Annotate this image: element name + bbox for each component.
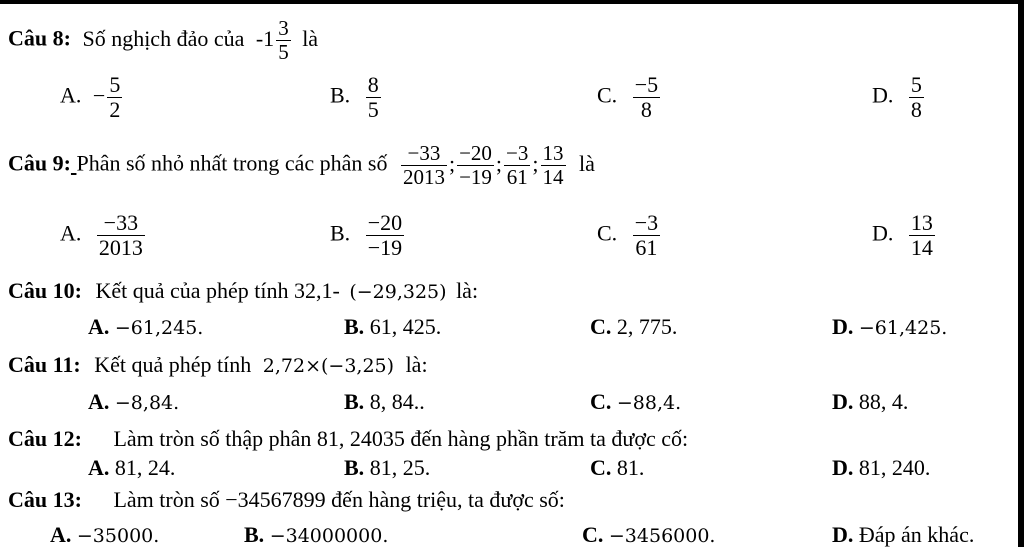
question-label: Câu 11: (8, 352, 81, 377)
q12-option-a[interactable]: A. 81, 24. (88, 455, 176, 480)
question-text: Làm tròn số −34567899 đến hàng triệu, ta được số: (113, 487, 565, 512)
fraction: $\frac{5}{2}$ (109, 72, 121, 122)
q10-option-b[interactable]: B. 61, 425. (344, 314, 442, 339)
q11-option-d[interactable]: D. 88, 4. (832, 389, 909, 414)
question-11 (8, 354, 428, 376)
question-tail: là: (456, 278, 479, 303)
q8-option-d[interactable]: D. $\frac{5}{8}$ (872, 72, 922, 122)
question-label: Câu 10: (8, 278, 82, 303)
question-12 (8, 428, 688, 450)
fraction: $\frac{13}{14}$ (910, 210, 933, 260)
q13-option-a[interactable]: A. −35000. (50, 522, 160, 547)
q12-option-d[interactable]: D. 81, 240. (832, 455, 931, 480)
fraction: $\frac{-3}{61}$ (634, 210, 659, 260)
q8-option-a[interactable]: A. − $\frac{5}{2}$ (60, 72, 121, 122)
fraction: $\frac{-20}{-19}$ (367, 210, 403, 260)
q10-option-d[interactable]: D. −61,425. (832, 314, 948, 339)
q9-option-a[interactable]: A. $\frac{-33}{2013}$ (60, 210, 143, 260)
question-label: Câu 8: (8, 25, 71, 51)
fraction: $\frac{3}{5}$ (278, 16, 289, 64)
question-label: Câu 12: (8, 426, 82, 451)
q9-option-d[interactable]: D. $\frac{13}{14}$ (872, 210, 933, 260)
question-label: Câu 9: (8, 150, 71, 176)
q13-option-c[interactable]: C. −3456000. (582, 522, 716, 547)
q9-option-b[interactable]: B. $\frac{-20}{-19}$ (330, 210, 403, 260)
fraction: $\frac{5}{8}$ (910, 72, 922, 122)
question-13 (8, 489, 565, 511)
q9-option-c[interactable]: C. $\frac{-3}{61}$ (597, 210, 659, 260)
question-text: Làm tròn số thập phân 81, 24035 đến hàng phần trăm ta được cố: (113, 426, 689, 451)
fraction: $\frac{-5}{8}$ (634, 72, 659, 122)
fraction: $\frac{-3}{61}$ (506, 141, 529, 189)
question-text: Kết quả phép tính (94, 352, 252, 377)
fraction: $\frac{13}{14}$ (542, 141, 564, 189)
q10-option-a[interactable]: A. −61,245. (88, 314, 204, 339)
q13-option-b[interactable]: B. −34000000. (244, 522, 389, 547)
question-text: Số nghịch đảo của (82, 25, 245, 51)
fraction: $\frac{-20}{-19}$ (459, 141, 492, 189)
question-8 (8, 18, 318, 63)
question-tail: là: (405, 352, 428, 377)
q8-option-b[interactable]: B. $\frac{8}{5}$ (330, 72, 379, 122)
question-label: Câu 13: (8, 487, 82, 512)
q12-option-b[interactable]: B. 81, 25. (344, 455, 431, 480)
q11-option-c[interactable]: C. −88,4. (590, 389, 682, 414)
question-tail: là (579, 150, 595, 176)
fraction: $\frac{-33}{2013}$ (98, 210, 143, 260)
mixed-number: -1 $\frac{3}{5}$ (255, 16, 289, 64)
q11-option-b[interactable]: B. 8, 84.. (344, 389, 425, 414)
fraction-list: $\frac{-33}{2013}$ ; $\frac{-20}{-19}$ ; $\frac{-3}{61}$ ; $\frac{13}{14}$ (402, 141, 564, 189)
right-border (1018, 0, 1024, 547)
question-9 (8, 143, 595, 188)
top-border (0, 0, 1024, 4)
fraction: $\frac{-33}{2013}$ (402, 141, 445, 189)
question-text: Kết quả của phép tính 32,1- (95, 278, 340, 303)
question-text: Phân số nhỏ nhất trong các phân số (76, 150, 388, 176)
expression: (−29,325) (349, 281, 447, 303)
q11-option-a[interactable]: A. −8,84. (88, 389, 180, 414)
fraction: $\frac{8}{5}$ (367, 72, 379, 122)
q12-option-c[interactable]: C. 81. (590, 455, 645, 480)
q13-option-d[interactable]: D. Đáp án khác. (832, 522, 975, 547)
expression: 2,72×(−3,25) (262, 355, 395, 377)
question-10 (8, 280, 478, 302)
question-tail: là (302, 25, 319, 51)
q10-option-c[interactable]: C. 2, 775. (590, 314, 678, 339)
q8-option-c[interactable]: C. $\frac{-5}{8}$ (597, 72, 659, 122)
